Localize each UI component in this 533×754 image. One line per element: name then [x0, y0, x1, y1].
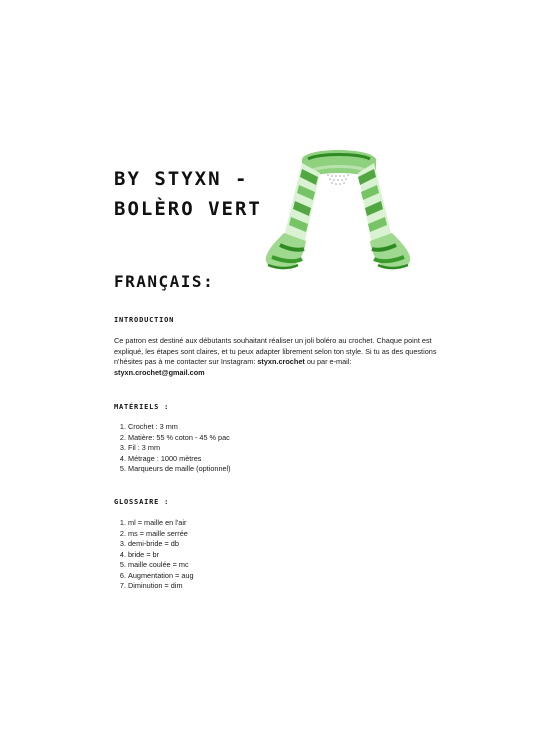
- introduction-text: [114, 336, 444, 378]
- document-title: [114, 164, 262, 224]
- list-item: [114, 422, 231, 433]
- list-item: [114, 550, 194, 561]
- list-text: demi-bride = db: [128, 539, 179, 548]
- list-text: Fil : 3 mm: [128, 443, 161, 452]
- list-text: ml = maille en l'air: [128, 518, 187, 527]
- list-item: [114, 560, 194, 571]
- list-text: Marqueurs de maille (optionnel): [128, 464, 231, 473]
- list-item: [114, 443, 231, 454]
- list-item: [114, 529, 194, 540]
- list-number: 1.: [119, 422, 126, 431]
- list-item: [114, 454, 231, 465]
- list-number: 2.: [119, 528, 126, 538]
- list-text: Crochet : 3 mm: [128, 422, 178, 431]
- materials-heading: MATÉRIELS :: [114, 403, 170, 411]
- title-line-1: BY STYXN -: [114, 168, 249, 190]
- list-number: 2.: [119, 432, 126, 442]
- list-number: 3.: [119, 539, 126, 548]
- introduction-body: Ce patron est destiné aux débutants souhaitant réaliser un joli boléro au crochet. Chaque point est expliqué, les étapes sont claires, et tu peux adapter librement selon ton style. Si tu as des questions n'hésites pas à me contacter sur Instagram:: [114, 336, 437, 367]
- list-number: 4.: [119, 549, 126, 559]
- list-text: Métrage : 1000 mètres: [128, 453, 202, 463]
- list-number: 3.: [119, 443, 126, 452]
- list-number: 1.: [119, 518, 126, 527]
- email-address: styxn.crochet@gmail.com: [114, 367, 205, 377]
- list-item: [114, 433, 231, 444]
- materials-list: [114, 422, 231, 475]
- introduction-or-email: ou par e-mail:: [304, 357, 352, 367]
- list-item: [114, 539, 194, 550]
- list-number: 6.: [119, 570, 126, 580]
- list-number: 5.: [119, 560, 126, 569]
- list-number: 7.: [119, 581, 126, 590]
- list-item: [114, 518, 194, 529]
- list-item: [114, 581, 194, 592]
- glossary-heading: GLOSSAIRE :: [114, 498, 170, 506]
- list-text: ms = maille serrée: [128, 528, 188, 538]
- list-number: 4.: [119, 453, 126, 463]
- title-line-2: BOLÈRO VERT: [114, 198, 262, 220]
- list-text: Matière: 55 % coton - 45 % pac: [128, 432, 230, 442]
- list-item: [114, 571, 194, 582]
- list-text: maille coulée = mc: [128, 560, 189, 569]
- instagram-handle: styxn.crochet: [257, 357, 305, 367]
- list-item: [114, 464, 231, 475]
- list-text: Diminution = dim: [128, 581, 183, 590]
- introduction-heading: INTRODUCTION: [114, 316, 175, 324]
- green-bolero-illustration-icon: [258, 145, 418, 290]
- list-text: Augmentation = aug: [128, 570, 194, 580]
- glossary-list: [114, 518, 194, 592]
- list-number: 5.: [119, 464, 126, 473]
- language-heading: FRANÇAIS:: [114, 272, 215, 291]
- list-text: bride = br: [128, 549, 160, 559]
